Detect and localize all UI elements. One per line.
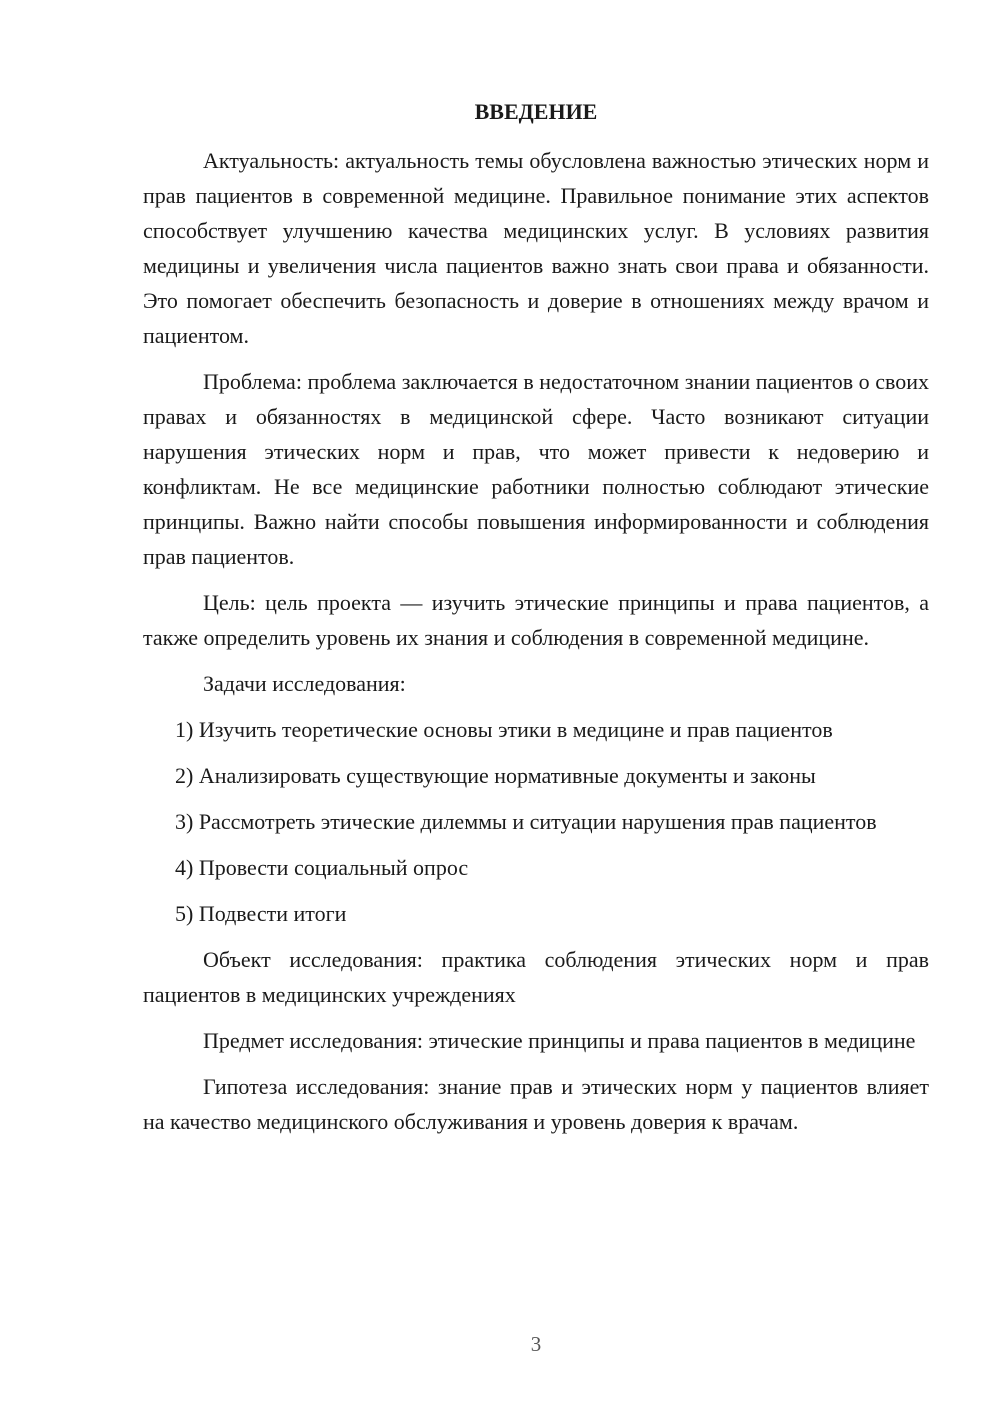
list-item: 5) Подвести итоги [175, 901, 347, 926]
page-title: ВВЕДЕНИЕ [474, 99, 598, 124]
paragraph-subject: Предмет исследования: этические принципы и права пациентов в медицине [203, 1028, 916, 1053]
page-number: 3 [530, 1332, 542, 1356]
paragraph-goal: Цель: цель проекта — изучить этические принципы и права пациентов, а также определить уровень их знания и соблюдения в современной медицине. [143, 590, 929, 650]
paragraph-relevance: Актуальность: актуальность темы обусловлена важностью этических норм и прав пациентов в современной медицине. Правильное понимание этих аспектов способствует улучшению качества медицинских услуг. В условиях развития медицины и увеличения числа пациентов важно знать свои права и обязанности. Это помогает обеспечить безопасность и доверие в отношениях между врачом и пациентом. [143, 148, 929, 348]
paragraph-object: Объект исследования: практика соблюдения этических норм и прав пациентов в медицинских учреждениях [143, 947, 929, 1007]
paragraph-problem: Проблема: проблема заключается в недостаточном знании пациентов о своих правах и обязанностях в медицинской сфере. Часто возникают ситуации нарушения этических норм и прав, что может привести к недоверию и конфликтам. Не все медицинские работники полностью соблюдают этические принципы. Важно найти способы повышения информированности и соблюдения прав пациентов. [143, 369, 929, 569]
paragraph-hypothesis: Гипотеза исследования: знание прав и этических норм у пациентов влияет на качество медицинского обслуживания и уровень доверия к врачам. [143, 1074, 929, 1134]
list-item: 4) Провести социальный опрос [175, 855, 469, 880]
list-item: 2) Анализировать существующие нормативные документы и законы [175, 763, 816, 788]
list-item: 1) Изучить теоретические основы этики в медицине и прав пациентов [175, 717, 833, 742]
list-item: 3) Рассмотреть этические дилеммы и ситуации нарушения прав пациентов [175, 809, 877, 834]
paragraph-tasks-heading: Задачи исследования: [203, 671, 406, 696]
document-page [143, 94, 929, 1139]
